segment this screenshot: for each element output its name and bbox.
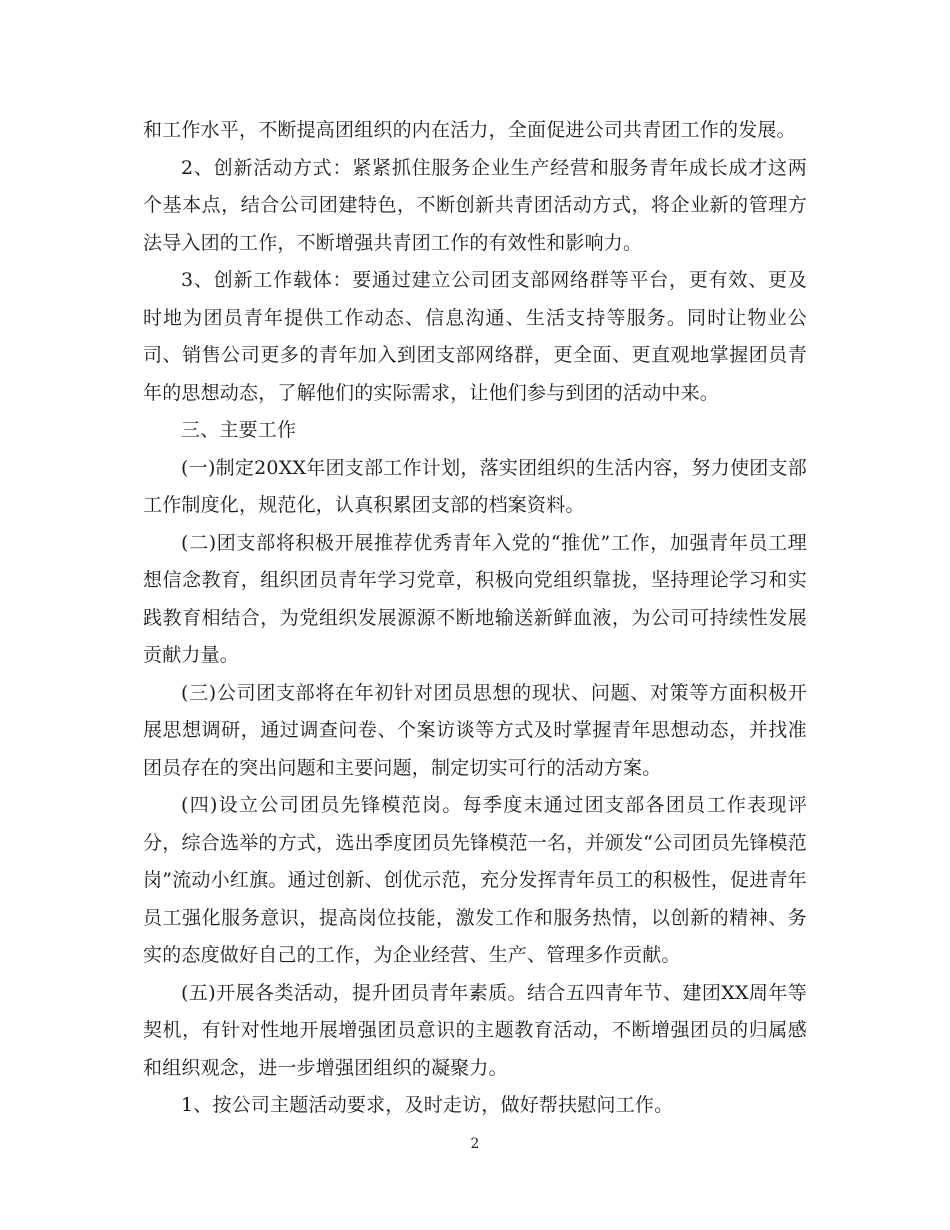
section-heading-main-work: 三、主要工作 — [181, 419, 297, 441]
paragraph-innovate-activity-method: 2、创新活动方式：紧紧抓住服务企业生产经营和服务青年成长成才这两个基本点，结合公司团建特色，不断创新共青团活动方式，将企业新的管理方法导入团的工作，不断增强共青团工作的有效性和影响力。 — [143, 156, 807, 254]
paragraph-item-5-activities: (五)开展各类活动，提升团员青年素质。结合五四青年节、建团XX周年等契机，有针对性地开展增强团员意识的主题教育活动，不断增强团员的归属感和组织观念，进一步增强团组织的凝聚力。 — [143, 981, 807, 1079]
page-number: 2 — [470, 1136, 480, 1152]
paragraph-subitem-1-visits: 1、按公司主题活动要求，及时走访，做好帮扶慰问工作。 — [181, 1094, 674, 1116]
paragraph-continuation: 和工作水平，不断提高团组织的内在活力，全面促进公司共青团工作的发展。 — [143, 119, 796, 141]
paragraph-item-1-work-plan: (一)制定20XX年团支部工作计划，落实团组织的生活内容，努力使团支部工作制度化，规范化，认真积累团支部的档案资料。 — [143, 456, 807, 516]
paragraph-item-4-pioneer-post: (四)设立公司团员先锋模范岗。每季度末通过团支部各团员工作表现评分，综合选举的方式，选出季度团员先锋模范一名，并颁发“公司团员先锋模范岗”流动小红旗。通过创新、创优示范，充分发挥青年员工的积极性，促进青年员工强化服务意识，提高岗位技能，激发工作和服务热情，以创新的精神、务实的态度做好自己的工作，为企业经营、生产、管理多作贡献。 — [143, 794, 807, 966]
paragraph-item-3-thought-research: (三)公司团支部将在年初针对团员思想的现状、问题、对策等方面积极开展思想调研，通过调查问卷、个案访谈等方式及时掌握青年思想动态，并找准团员存在的突出问题和主要问题，制定切实可行的活动方案。 — [143, 681, 807, 779]
paragraph-item-2-recommend-excellent: (二)团支部将积极开展推荐优秀青年入党的“推优”工作，加强青年员工理想信念教育，组织团员青年学习党章，积极向党组织靠拢，坚持理论学习和实践教育相结合，为党组织发展源源不断地输送新鲜血液，为公司可持续性发展贡献力量。 — [143, 531, 807, 666]
paragraph-innovate-work-carrier: 3、创新工作载体：要通过建立公司团支部网络群等平台，更有效、更及时地为团员青年提供工作动态、信息沟通、生活支持等服务。同时让物业公司、销售公司更多的青年加入到团支部网络群，更全面、更直观地掌握团员青年的思想动态，了解他们的实际需求，让他们参与到团的活动中来。 — [143, 269, 807, 404]
document-body — [143, 112, 807, 1125]
